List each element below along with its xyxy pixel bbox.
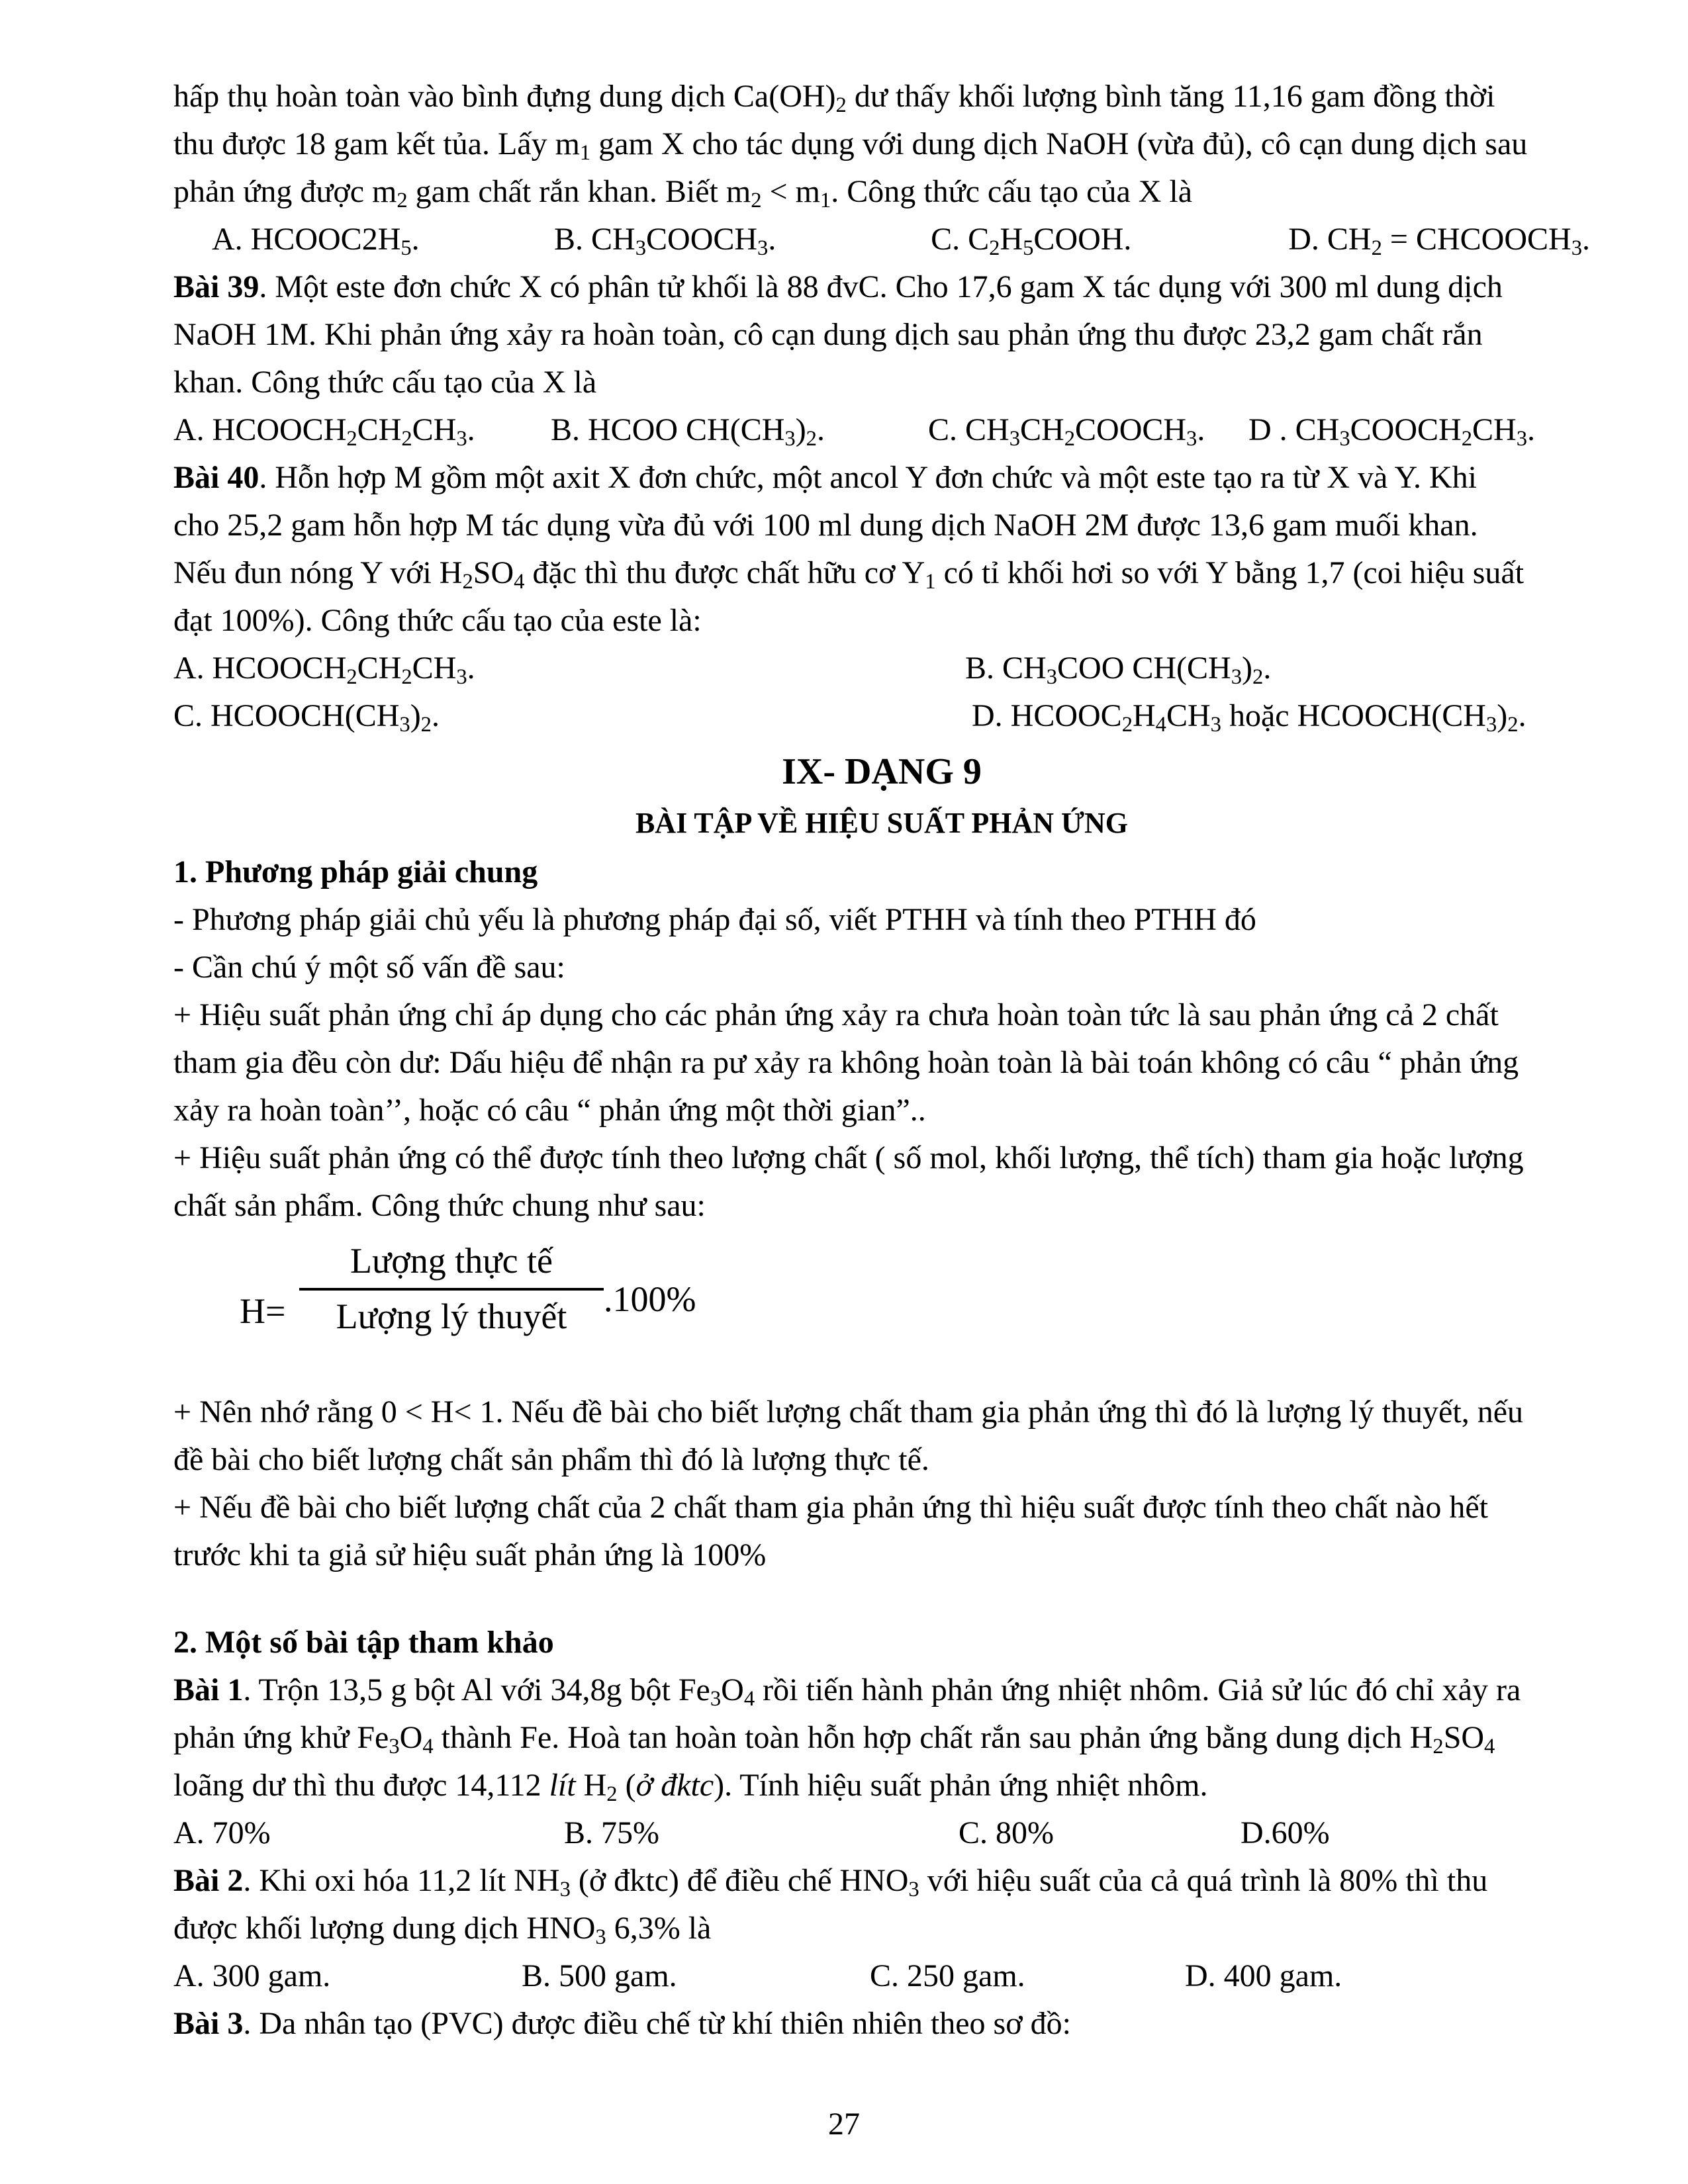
option-c: C. 250 gam. [870,1958,1025,1993]
heading-exercises: 2. Một số bài tập tham khảo [173,1625,554,1660]
text-line: + Hiệu suất phản ứng có thể được tính theo lượng chất ( số mol, khối lượng, thể tích) tham gia hoặc lượng [173,1140,1524,1175]
option-a: A. 300 gam. [173,1958,331,1993]
text-line: chất sản phẩm. Công thức chung như sau: [173,1188,706,1223]
page-number: 27 [828,2107,860,2142]
option-b: B. HCOO $CH(CH_3)_2$. [551,412,825,451]
text-line: được khối lượng dung dịch $HNO_3$ 6,3% là [173,1911,712,1950]
question-bai-1: Bài 1. Trộn 13,5 g bột Al với 34,8g bột $Fe_3O_4$ rồi tiến hành phản ứng nhiệt nhôm. Giả sử lúc đó chỉ xảy ra [173,1672,1521,1711]
option-b: B. $CH_3COO$ $CH(CH_3)_2$. [965,651,1272,690]
text-line: tham gia đều còn dư: Dấu hiệu để nhận ra pư xảy ra không hoàn toàn là bài toán không có câu “ phản ứng [173,1045,1519,1080]
formula-percent: .100% [604,1279,696,1319]
section-title: IX- DẠNG 9 [782,751,982,792]
option-a: A. $HCOOCH_2CH_2CH_3$. [173,412,475,451]
page-content [173,73,1590,2048]
option-d: D.60% [1241,1815,1330,1850]
question-bai-39: Bài 39. Một este đơn chức X có phân tử khối là 88 đvC. Cho 17,6 gam X tác dụng với 300 ml dung dịch [173,269,1503,304]
option-b: B. 500 gam. [522,1958,677,1993]
option-d: D. $CH_2$ = $CHCOOCH_3$. [1288,222,1590,261]
option-d: D. 400 gam. [1185,1958,1342,1993]
question-bai-3: Bài 3. Da nhân tạo (PVC) được điều chế từ khí thiên nhiên theo sơ đồ: [173,2006,1071,2041]
option-c: C. $HCOOCH(CH_3)_2$. [173,698,440,737]
answer-options [173,1809,1590,1857]
option-c: C. $CH_3CH_2COOCH_3$. [928,412,1205,451]
question-bai-40: Bài 40. Hỗn hợp M gồm một axit X đơn chức, một ancol Y đơn chức và một este tạo ra từ X và Y. Khi [173,460,1477,495]
text-line: phản ứng khử $Fe_3O_4$ thành Fe. Hoà tan hoàn toàn hỗn hợp chất rắn sau phản ứng bằng dung dịch $H_2SO_4$ [173,1720,1495,1759]
answer-options [173,406,1590,454]
text-line: NaOH 1M. Khi phản ứng xảy ra hoàn toàn, cô cạn dung dịch sau phản ứng thu được 23,2 gam chất rắn [173,317,1483,352]
option-a: A. $HCOOCH_2CH_2CH_3$. [173,651,475,690]
answer-options [173,645,1590,692]
text-line: Nếu đun nóng Y với $H_2SO_4$ đặc thì thu được chất hữu cơ $Y_1$ có tỉ khối hơi so với Y bằng 1,7 (coi hiệu suất [173,555,1524,594]
option-a: A. 70% [173,1815,271,1850]
formula-fraction [299,1238,604,1340]
option-d: D . $CH_3COOCH_2CH_3$. [1248,412,1535,451]
text-line: trước khi ta giả sử hiệu suất phản ứng là 100% [173,1537,767,1572]
text-line: + Nếu đề bài cho biết lượng chất của 2 chất tham gia phản ứng thì hiệu suất được tính theo chất nào hết [173,1490,1488,1525]
text-line: đạt 100%). Công thức cấu tạo của este là: [173,603,702,638]
text-line: - Phương pháp giải chủ yếu là phương pháp đại số, viết PTHH và tính theo PTHH đó [173,902,1256,937]
text-line: hấp thụ hoàn toàn vào bình đựng dung dịch $Ca(OH)_2$ dư thấy khối lượng bình tăng 11,16 gam đồng thời [173,79,1495,118]
option-a: A. $HCOOC2H_5$. [212,222,420,261]
text-line: phản ứng được $m_2$ gam chất rắn khan. Biết $m_2 < m_1$. Công thức cấu tạo của X là [173,174,1193,213]
text-line: loãng dư thì thu được 14,112 lít $H_2$ (ở đktc). Tính hiệu suất phản ứng nhiệt nhôm. [173,1768,1208,1807]
option-b: B. 75% [564,1815,659,1850]
fraction-bar [299,1288,604,1291]
option-d: D. $HCOOC_2H_4CH_3$ hoặc $HCOOCH(CH_3)_2$. [972,698,1526,737]
answer-options [173,1952,1590,2000]
text-line: - Cần chú ý một số vấn đề sau: [173,950,565,985]
section-subtitle: BÀI TẬP VỀ HIỆU SUẤT PHẢN ỨNG [635,807,1129,839]
formula-denominator: Lượng lý thuyết [336,1297,567,1336]
text-line: + Nên nhớ rằng 0 < H< 1. Nếu đề bài cho biết lượng chất tham gia phản ứng thì đó là lượng lý thuyết, nếu [173,1394,1523,1430]
text-line: + Hiệu suất phản ứng chỉ áp dụng cho các phản ứng xảy ra chưa hoàn toàn tức là sau phản ứng cả 2 chất [173,997,1499,1032]
text-line: đề bài cho biết lượng chất sản phẩm thì đó là lượng thực tế. [173,1442,929,1477]
answer-options [173,216,1590,263]
option-c: C. $C_2H_5COOH$. [931,222,1132,261]
option-b: B. $CH_3COOCH_3$. [554,222,776,261]
option-c: C. 80% [959,1815,1054,1850]
text-line: thu được 18 gam kết tủa. Lấy $m_1$ gam X cho tác dụng với dung dịch NaOH (vừa đủ), cô cạn dung dịch sau [173,126,1528,165]
heading-method: 1. Phương pháp giải chung [173,854,538,889]
answer-options [173,692,1590,740]
question-bai-2: Bài 2. Khi oxi hóa 11,2 lít $NH_3$ (ở đktc) để điều chế $HNO_3$ với hiệu suất của cả quá trình là 80% thì thu [173,1863,1488,1902]
formula-lhs: H= [240,1291,286,1331]
formula-numerator: Lượng thực tế [350,1241,553,1281]
text-line: xảy ra hoàn toàn’’, hoặc có câu “ phản ứng một thời gian”.. [173,1093,926,1128]
text-line: cho 25,2 gam hỗn hợp M tác dụng vừa đủ với 100 ml dung dịch NaOH 2M được 13,6 gam muối khan. [173,508,1478,543]
efficiency-formula [173,1238,1590,1383]
text-line: khan. Công thức cấu tạo của X là [173,365,597,400]
